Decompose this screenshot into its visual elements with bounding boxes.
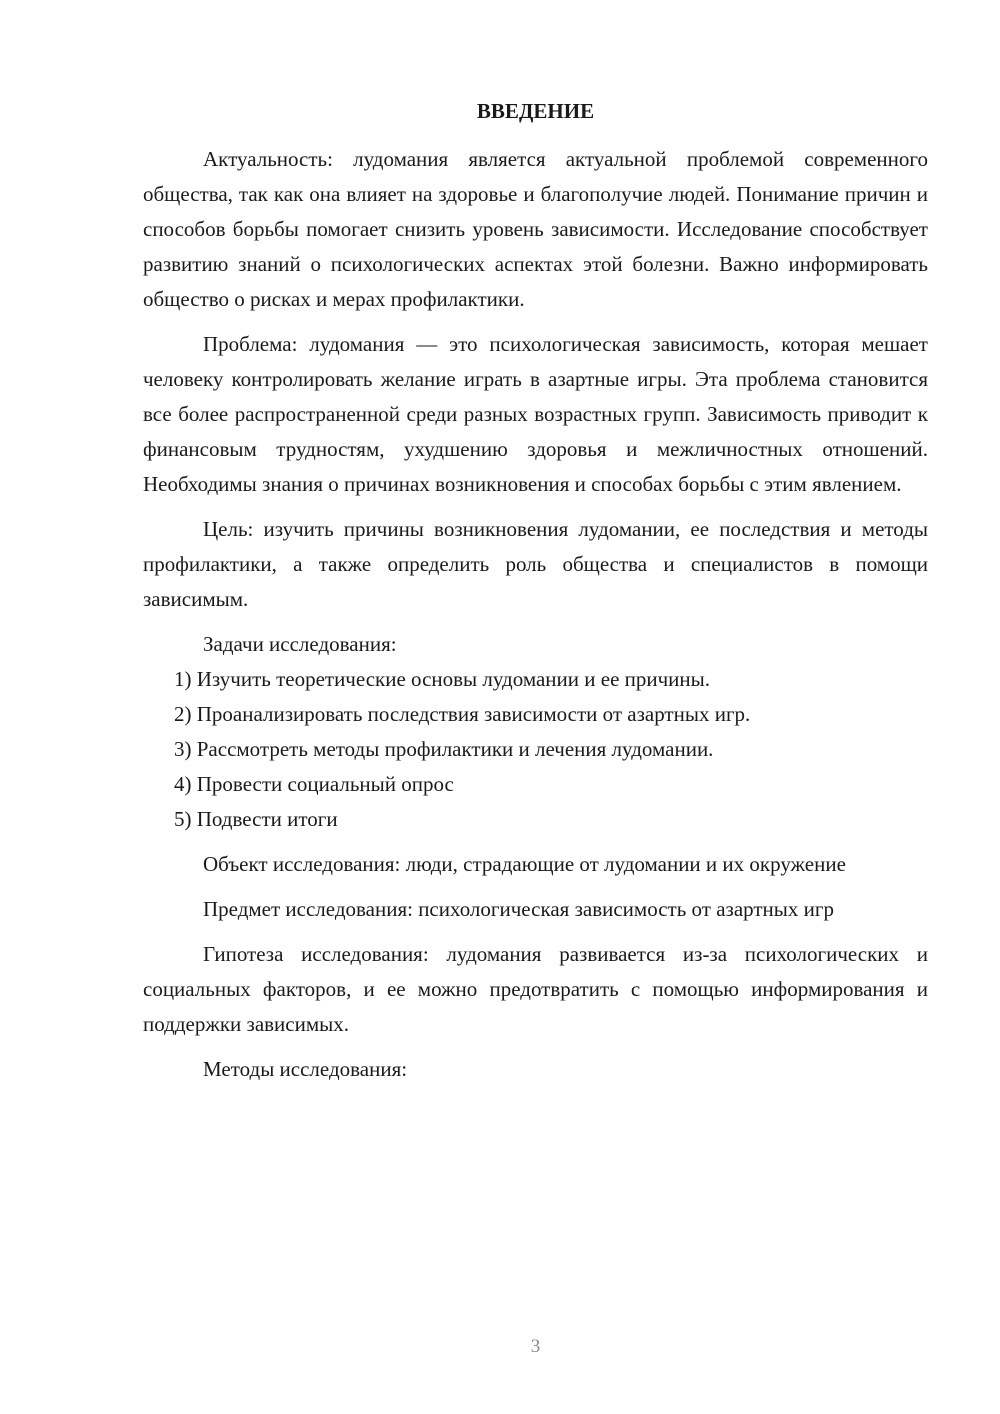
- paragraph-object: Объект исследования: люди, страдающие от лудомании и их окружение: [203, 852, 846, 876]
- document-body: [143, 142, 928, 1087]
- page-number: 3: [530, 1336, 541, 1357]
- list-item: 1) Изучить теоретические основы лудомании и ее причины.: [174, 667, 711, 691]
- section-heading: ВВЕДЕНИЕ: [476, 99, 595, 123]
- list-item: 2) Проанализировать последствия зависимости от азартных игр.: [174, 702, 751, 726]
- paragraph-problem: Проблема: лудомания — это психологическая зависимость, которая мешает человеку контролировать желание играть в азартные игры. Эта проблема становится все более распространенной среди разных возрастных групп. Зависимость приводит к финансовым трудностям, ухудшению здоровья и межличностных отношений. Необходимы знания о причинах возникновения и способах борьбы с этим явлением.: [143, 332, 928, 496]
- paragraph-subject: Предмет исследования: психологическая зависимость от азартных игр: [203, 897, 834, 921]
- list-item: 5) Подвести итоги: [174, 807, 338, 831]
- list-item: 4) Провести социальный опрос: [174, 772, 454, 796]
- paragraph-goal: Цель: изучить причины возникновения лудомании, ее последствия и методы профилактики, а также определить роль общества и специалистов в помощи зависимым.: [143, 517, 928, 611]
- paragraph-hypothesis: Гипотеза исследования: лудомания развивается из-за психологических и социальных факторов, и ее можно предотвратить с помощью информирования и поддержки зависимых.: [143, 942, 928, 1036]
- paragraph-tasks-intro: Задачи исследования:: [203, 632, 397, 656]
- list-item: 3) Рассмотреть методы профилактики и лечения лудомании.: [174, 737, 714, 761]
- paragraph-relevance: Актуальность: лудомания является актуальной проблемой современного общества, так как она влияет на здоровье и благополучие людей. Понимание причин и способов борьбы помогает снизить уровень зависимости. Исследование способствует развитию знаний о психологических аспектах этой болезни. Важно информировать общество о рисках и мерах профилактики.: [143, 147, 928, 311]
- paragraph-methods-intro: Методы исследования:: [203, 1057, 408, 1081]
- tasks-list: [143, 662, 928, 837]
